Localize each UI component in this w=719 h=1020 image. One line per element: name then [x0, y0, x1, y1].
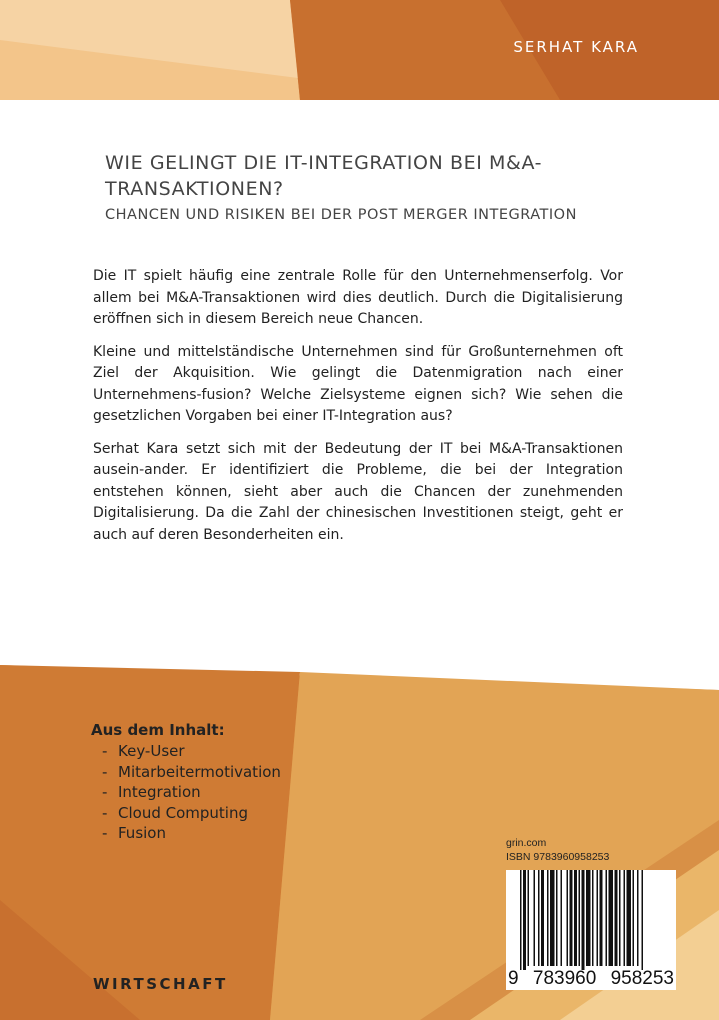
category-label: WIRTSCHAFT	[93, 975, 228, 993]
isbn-block	[506, 836, 676, 990]
barcode-bar	[600, 870, 603, 966]
blurb	[93, 266, 623, 557]
book-subtitle: CHANCEN UND RISIKEN BEI DER POST MERGER INTEGRATION	[105, 207, 577, 223]
list-item-label: Mitarbeitermotivation	[118, 762, 281, 781]
barcode-digit-group: 958253	[610, 968, 674, 989]
contents-heading: Aus dem Inhalt:	[91, 721, 225, 739]
barcode-bar	[637, 870, 639, 966]
barcode-bar	[642, 870, 644, 970]
list-item-label: Key-User	[118, 742, 185, 760]
barcode-bar	[615, 870, 618, 966]
barcode-bar	[556, 870, 558, 966]
barcode-bar	[592, 870, 594, 966]
list-item: - Integration	[102, 783, 201, 801]
list-item: - Fusion	[102, 824, 166, 842]
barcode-bar	[627, 870, 632, 966]
author-name: SERHAT KARA	[513, 38, 639, 56]
isbn-number: ISBN 9783960958253	[506, 851, 610, 863]
barcode-digit-group: 783960	[532, 968, 597, 989]
barcode-digit-group: 9	[508, 968, 519, 989]
barcode-bar	[609, 870, 614, 966]
blurb-paragraph: Die IT spielt häufig eine zentrale Rolle für den Unternehmenserfolg. Vor allem bei M&A-Transaktionen wird dies deutlich. Durch die Digitalisierung eröffnen sich in diesem Bereich neue Chancen.	[93, 268, 623, 327]
barcode-bar	[597, 870, 599, 966]
barcode-bar	[567, 870, 569, 966]
barcode-bar	[606, 870, 608, 966]
barcode-bar	[586, 870, 591, 966]
barcode-bar	[550, 870, 555, 966]
list-item-label: Cloud Computing	[118, 803, 248, 822]
list-item: - Cloud Computing	[102, 803, 248, 822]
barcode-bar	[520, 870, 522, 970]
contents-list	[91, 720, 281, 844]
list-item: - Key-User	[102, 742, 185, 760]
publisher-url: grin.com	[506, 837, 547, 849]
barcode-bar	[541, 870, 544, 966]
book-title: WIE GELINGT DIE IT-INTEGRATION BEI M&A-TRANSAKTIONEN?	[105, 152, 543, 200]
barcode-bar	[582, 870, 585, 970]
blurb-paragraph: Kleine und mittelständische Unternehmen sind für Großunternehmen oft Ziel der Akquisition. Wie gelingt die Datenmigration nach einer Unternehmens-fusion? Welche Zielsysteme eignen sich? Wie sehen die gesetzlichen Vorgaben bei einer IT-Integration aus?	[93, 343, 623, 424]
barcode-bar	[619, 870, 621, 966]
barcode-bar	[528, 870, 530, 966]
barcode-bar	[570, 870, 573, 966]
barcode-bar	[547, 870, 549, 966]
barcode-bar	[534, 870, 536, 966]
barcode-bar	[633, 870, 635, 966]
list-item-label: Fusion	[118, 824, 166, 842]
barcode-bars	[506, 870, 676, 970]
list-item-label: Integration	[118, 783, 201, 801]
barcode-bar	[523, 870, 526, 970]
barcode-bar	[561, 870, 563, 966]
barcode-bar	[538, 870, 540, 966]
barcode-bar	[574, 870, 577, 966]
barcode	[506, 870, 676, 990]
barcode-bar	[624, 870, 626, 966]
list-item: - Mitarbeitermotivation	[102, 762, 281, 781]
barcode-bar	[579, 870, 581, 966]
blurb-paragraph: Serhat Kara setzt sich mit der Bedeutung der IT bei M&A-Transaktionen ausein-ander. Er identifiziert die Probleme, die bei der Integration entstehen können, sieht aber auch die Chancen der zunehmenden Digitalisierung. Da die Zahl der chinesischen Investitionen steigt, geht er auch auf deren Besonderheiten ein.	[93, 440, 623, 543]
barcode-digits	[506, 968, 676, 990]
